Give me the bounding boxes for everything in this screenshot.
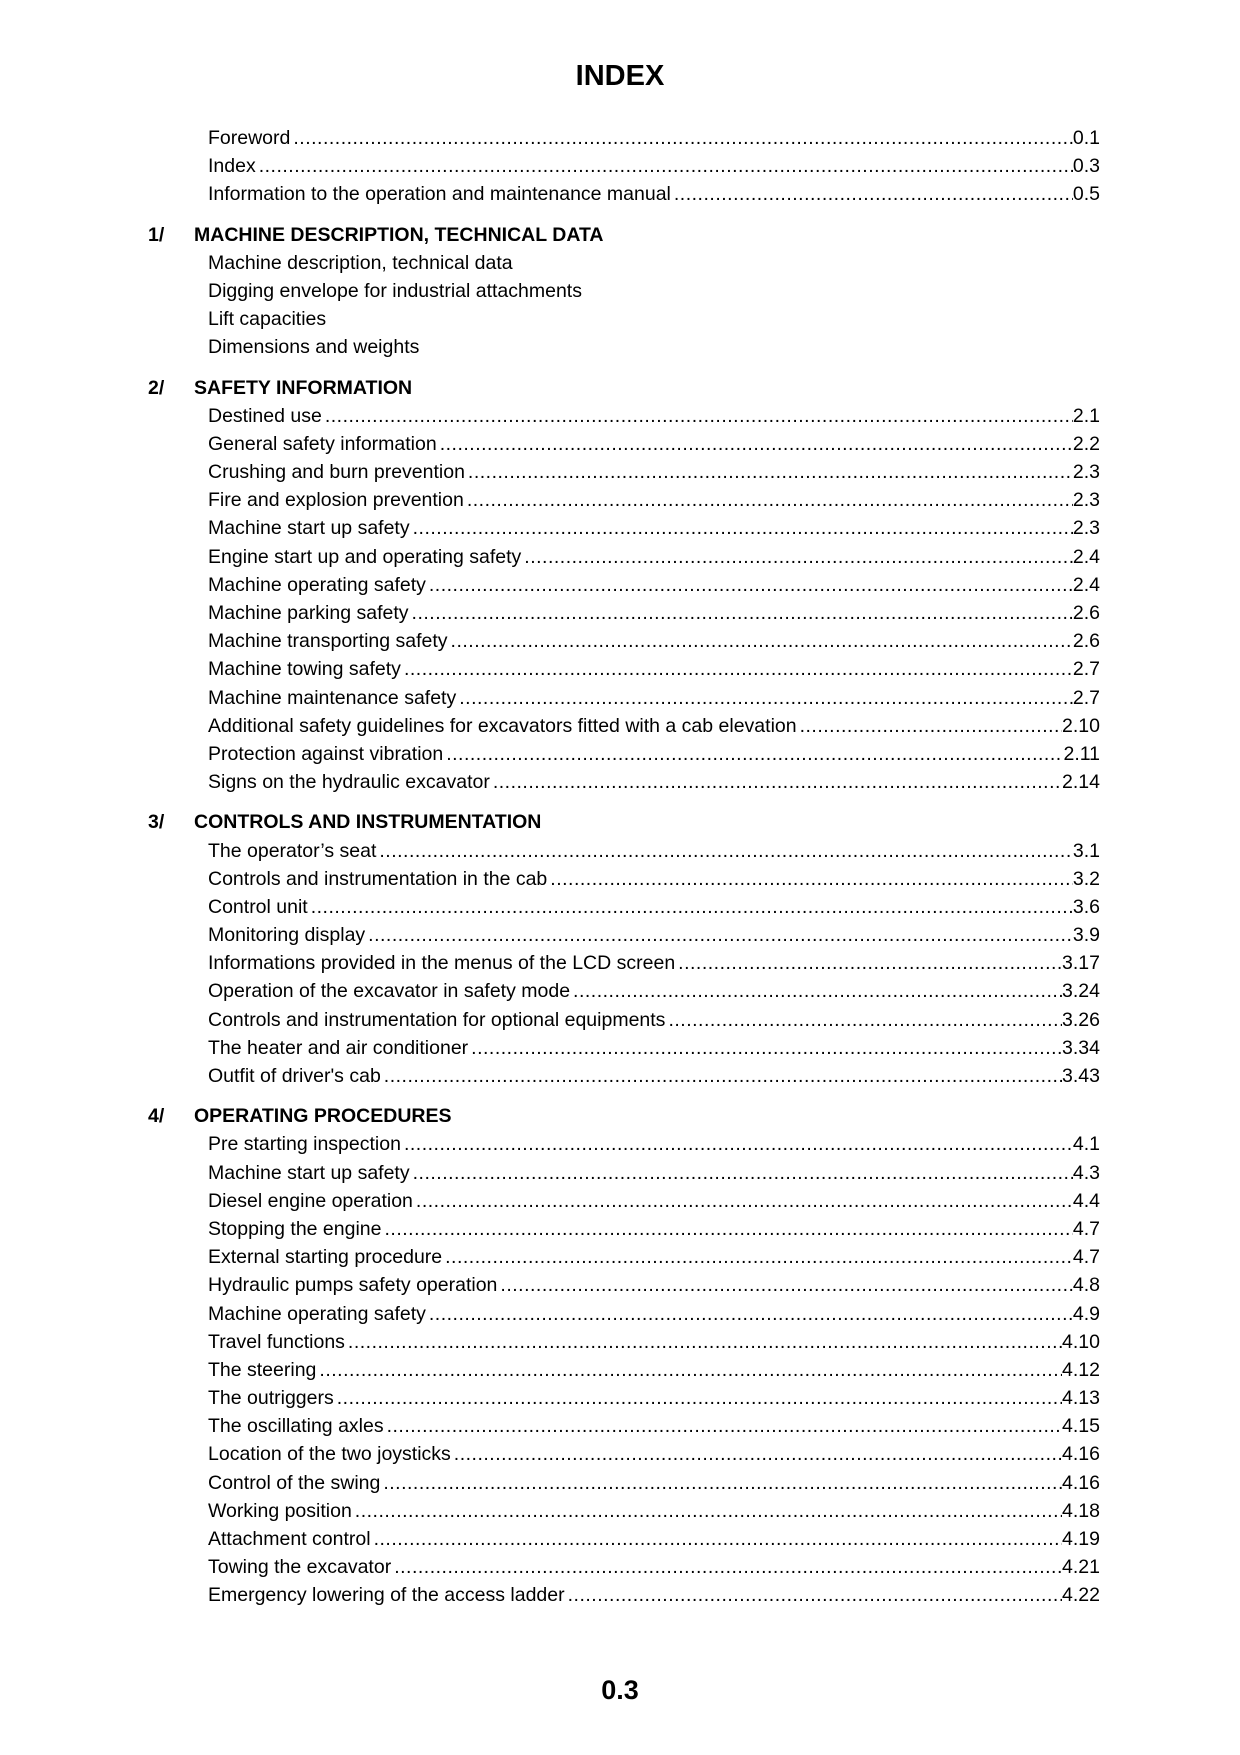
toc-entry[interactable] xyxy=(208,837,1100,865)
toc-entry-label: The oscillating axles xyxy=(208,1415,384,1438)
dot-leader xyxy=(413,1159,1073,1187)
table-of-contents xyxy=(0,124,1240,1610)
toc-section xyxy=(0,221,1240,362)
toc-section xyxy=(0,808,1240,1090)
toc-entry-page: 2.6 xyxy=(1072,602,1100,624)
toc-entry-label: Travel functions xyxy=(208,1330,345,1353)
toc-entry-page: 2.4 xyxy=(1072,573,1100,596)
toc-entry-label: Fire and explosion prevention xyxy=(208,489,464,512)
toc-entry-page: 4.19 xyxy=(1062,1528,1100,1550)
toc-entry[interactable] xyxy=(208,627,1100,655)
dot-leader xyxy=(404,1130,1073,1158)
toc-entry[interactable] xyxy=(208,571,1100,599)
toc-entry-label: Engine start up and operating safety xyxy=(208,545,522,568)
toc-entry[interactable] xyxy=(208,740,1100,768)
front-matter-list xyxy=(0,124,1240,209)
toc-entry-label: Information to the operation and maintenance manual xyxy=(208,183,671,206)
dot-leader xyxy=(379,837,1073,865)
section-heading[interactable] xyxy=(0,374,1240,402)
toc-entry-page: 3.17 xyxy=(1062,952,1100,975)
toc-entry-page: 4.16 xyxy=(1062,1443,1100,1466)
toc-entry-label: Machine parking safety xyxy=(208,602,409,624)
toc-entry-label: Emergency lowering of the access ladder xyxy=(208,1584,565,1607)
toc-entry-label: Controls and instrumentation in the cab xyxy=(208,867,548,890)
toc-entry[interactable] xyxy=(208,249,1100,277)
toc-entry-label: Machine transporting safety xyxy=(208,630,448,653)
toc-entry-page: 4.21 xyxy=(1062,1556,1100,1579)
toc-entry[interactable] xyxy=(208,977,1100,1005)
dot-leader xyxy=(429,571,1073,599)
toc-entry-label: The operator’s seat xyxy=(208,839,377,862)
toc-entry-label: Signs on the hydraulic excavator xyxy=(208,771,490,794)
dot-leader xyxy=(800,712,1062,740)
toc-entry-page: 3.6 xyxy=(1072,895,1100,918)
dot-leader xyxy=(429,1300,1073,1328)
toc-entry-label: Lift capacities xyxy=(208,308,327,331)
toc-entry-label: Crushing and burn prevention xyxy=(208,461,465,484)
dot-leader xyxy=(446,740,1063,768)
dot-leader xyxy=(319,1356,1062,1384)
toc-entry-page: 3.9 xyxy=(1072,924,1100,947)
dot-leader xyxy=(325,402,1073,430)
toc-entry[interactable] xyxy=(208,1412,1100,1440)
toc-entry[interactable] xyxy=(208,333,1100,361)
toc-entry-page: 4.4 xyxy=(1072,1189,1100,1212)
dot-leader xyxy=(387,1412,1062,1440)
toc-entry[interactable] xyxy=(208,1300,1100,1328)
sections-list xyxy=(0,221,1240,1610)
toc-entry[interactable] xyxy=(208,1356,1100,1384)
toc-entry-page: 4.9 xyxy=(1072,1302,1100,1325)
toc-entry-page: 2.10 xyxy=(1062,714,1100,737)
toc-entry[interactable] xyxy=(208,1525,1100,1553)
toc-entry[interactable] xyxy=(208,1271,1100,1299)
dot-leader xyxy=(493,768,1062,796)
dot-leader xyxy=(394,1553,1062,1581)
toc-entry-label: The outriggers xyxy=(208,1387,334,1410)
dot-leader xyxy=(384,1215,1072,1243)
toc-entry-page: 2.7 xyxy=(1072,686,1100,709)
toc-entry-page: 2.7 xyxy=(1072,658,1100,681)
toc-entry-page: 4.18 xyxy=(1062,1499,1100,1522)
toc-entry-label: Machine operating safety xyxy=(208,1302,426,1325)
toc-entry-label: Attachment control xyxy=(208,1528,371,1550)
toc-entry[interactable] xyxy=(208,305,1100,333)
dot-leader xyxy=(293,124,1073,152)
toc-entry-label: Machine description, technical data xyxy=(208,251,513,274)
toc-entry[interactable] xyxy=(208,1215,1100,1243)
toc-entry-label: Informations provided in the menus of the LCD screen xyxy=(208,952,676,975)
toc-entry-label: Machine towing safety xyxy=(208,658,401,681)
toc-entry[interactable] xyxy=(208,514,1100,542)
toc-entry[interactable] xyxy=(208,180,1100,208)
dot-leader xyxy=(550,865,1073,893)
toc-entry[interactable] xyxy=(208,1440,1100,1468)
section-title: CONTROLS AND INSTRUMENTATION xyxy=(194,811,542,834)
section-heading[interactable] xyxy=(0,221,1240,249)
toc-entry-page: 3.34 xyxy=(1062,1036,1100,1059)
toc-entry[interactable] xyxy=(208,1384,1100,1412)
toc-entry-label: Pre starting inspection xyxy=(208,1133,401,1156)
toc-section xyxy=(0,1102,1240,1609)
toc-entry[interactable] xyxy=(208,1159,1100,1187)
toc-entry-page: 2.3 xyxy=(1072,517,1100,540)
toc-entry[interactable] xyxy=(208,921,1100,949)
page-title: INDEX xyxy=(575,60,665,92)
toc-entry[interactable] xyxy=(208,1328,1100,1356)
toc-entry-page: 2.3 xyxy=(1072,489,1100,512)
dot-leader xyxy=(467,486,1073,514)
toc-entry-label: Machine start up safety xyxy=(208,517,410,540)
toc-entry-label: Additional safety guidelines for excavators fitted with a cab elevation xyxy=(208,714,797,737)
dot-leader xyxy=(384,1062,1062,1090)
toc-entry[interactable] xyxy=(208,152,1100,180)
toc-entry[interactable] xyxy=(208,486,1100,514)
section-number: 2/ xyxy=(148,376,165,399)
toc-entry[interactable] xyxy=(208,1034,1100,1062)
toc-entry-page: 4.7 xyxy=(1072,1217,1100,1240)
toc-entry[interactable] xyxy=(208,124,1100,152)
toc-entry[interactable] xyxy=(208,430,1100,458)
section-title: OPERATING PROCEDURES xyxy=(194,1105,452,1128)
toc-entry[interactable] xyxy=(208,1062,1100,1090)
toc-entry-page: 0.5 xyxy=(1072,183,1100,206)
toc-entry[interactable] xyxy=(208,865,1100,893)
toc-entry-label: External starting procedure xyxy=(208,1246,443,1269)
dot-leader xyxy=(668,1006,1062,1034)
toc-entry-label: Outfit of driver's cab xyxy=(208,1065,381,1087)
dot-leader xyxy=(524,543,1073,571)
toc-entry-page: 4.10 xyxy=(1062,1330,1100,1353)
dot-leader xyxy=(348,1328,1062,1356)
toc-entry-page: 4.3 xyxy=(1072,1161,1100,1184)
dot-leader xyxy=(471,1034,1062,1062)
dot-leader xyxy=(374,1525,1062,1553)
toc-entry-label: Monitoring display xyxy=(208,924,366,947)
dot-leader xyxy=(355,1497,1062,1525)
dot-leader xyxy=(573,977,1062,1005)
toc-entry-label: General safety information xyxy=(208,432,437,455)
toc-entry-page: 2.14 xyxy=(1062,771,1100,794)
toc-entry[interactable] xyxy=(208,458,1100,486)
section-heading[interactable] xyxy=(0,808,1240,836)
dot-leader xyxy=(678,949,1062,977)
toc-entry-page: 0.3 xyxy=(1072,155,1100,178)
dot-leader xyxy=(451,627,1073,655)
section-title: MACHINE DESCRIPTION, TECHNICAL DATA xyxy=(194,223,604,246)
toc-entry-label: Destined use xyxy=(208,404,322,427)
toc-entry-label: Dimensions and weights xyxy=(208,336,420,359)
toc-entry-label: Working position xyxy=(208,1499,352,1522)
toc-entry-label: The heater and air conditioner xyxy=(208,1036,469,1059)
toc-entry[interactable] xyxy=(208,543,1100,571)
toc-entry[interactable] xyxy=(208,893,1100,921)
dot-leader xyxy=(445,1243,1073,1271)
dot-leader xyxy=(259,152,1073,180)
toc-entry-page: 3.26 xyxy=(1062,1008,1100,1031)
section-heading[interactable] xyxy=(0,1102,1240,1130)
dot-leader xyxy=(468,458,1073,486)
dot-leader xyxy=(368,921,1073,949)
page-number: 0.3 xyxy=(601,1675,639,1705)
toc-entry-page: 4.16 xyxy=(1062,1471,1100,1494)
toc-entry-page: 4.7 xyxy=(1072,1246,1100,1269)
toc-entry[interactable] xyxy=(208,1006,1100,1034)
toc-entry-label: The steering xyxy=(208,1358,317,1381)
dot-leader xyxy=(337,1384,1062,1412)
toc-entry-label: Location of the two joysticks xyxy=(208,1443,451,1466)
toc-entry-page: 2.11 xyxy=(1063,742,1100,765)
toc-entry[interactable] xyxy=(208,1469,1100,1497)
toc-entry-page: 0.1 xyxy=(1072,127,1100,149)
toc-entry[interactable] xyxy=(208,1553,1100,1581)
toc-entry-label: Hydraulic pumps safety operation xyxy=(208,1274,498,1297)
dot-leader xyxy=(416,1187,1073,1215)
toc-entry[interactable] xyxy=(208,277,1100,305)
toc-entry-label: Diesel engine operation xyxy=(208,1189,413,1212)
dot-leader xyxy=(404,655,1073,683)
toc-entry-page: 3.43 xyxy=(1062,1065,1100,1087)
toc-entry[interactable] xyxy=(208,1187,1100,1215)
toc-entry-page: 3.24 xyxy=(1062,980,1100,1003)
toc-entry-label: Protection against vibration xyxy=(208,742,444,765)
section-number: 4/ xyxy=(148,1105,165,1128)
toc-entry-label: Digging envelope for industrial attachments xyxy=(208,279,582,302)
toc-entry-page: 2.6 xyxy=(1072,630,1100,653)
toc-entry[interactable] xyxy=(208,599,1100,627)
toc-section xyxy=(0,374,1240,797)
toc-entry[interactable] xyxy=(208,684,1100,712)
toc-entry-label: Operation of the excavator in safety mode xyxy=(208,980,571,1003)
toc-entry-page: 4.15 xyxy=(1062,1415,1100,1438)
toc-entry-label: Machine maintenance safety xyxy=(208,686,457,709)
toc-entry[interactable] xyxy=(208,712,1100,740)
toc-entry[interactable] xyxy=(208,1497,1100,1525)
dot-leader xyxy=(568,1581,1062,1609)
dot-leader xyxy=(412,599,1073,627)
toc-entry[interactable] xyxy=(208,655,1100,683)
section-number: 3/ xyxy=(148,811,165,834)
section-number: 1/ xyxy=(148,223,165,246)
toc-entry-page: 2.1 xyxy=(1072,404,1100,427)
toc-entry-page: 3.2 xyxy=(1072,867,1100,890)
toc-entry-page: 4.8 xyxy=(1072,1274,1100,1297)
dot-leader xyxy=(459,684,1073,712)
toc-entry-label: Index xyxy=(208,155,256,178)
toc-entry[interactable] xyxy=(208,1581,1100,1609)
toc-entry-label: Controls and instrumentation for optional equipments xyxy=(208,1008,666,1031)
toc-entry-page: 4.22 xyxy=(1062,1584,1100,1607)
toc-entry-label: Towing the excavator xyxy=(208,1556,392,1579)
toc-entry-page: 4.12 xyxy=(1062,1358,1100,1381)
toc-entry-page: 2.4 xyxy=(1072,545,1100,568)
toc-entry-label: Machine start up safety xyxy=(208,1161,410,1184)
toc-entry-label: Stopping the engine xyxy=(208,1217,382,1240)
toc-entry-page: 2.3 xyxy=(1072,461,1100,484)
toc-entry-label: Foreword xyxy=(208,127,291,149)
toc-entry[interactable] xyxy=(208,402,1100,430)
toc-entry[interactable] xyxy=(208,1130,1100,1158)
toc-entry-page: 4.1 xyxy=(1072,1133,1100,1156)
toc-entry-page: 2.2 xyxy=(1072,432,1100,455)
toc-entry[interactable] xyxy=(208,949,1100,977)
dot-leader xyxy=(311,893,1073,921)
toc-entry-label: Control of the swing xyxy=(208,1471,381,1494)
dot-leader xyxy=(383,1469,1062,1497)
toc-entry[interactable] xyxy=(208,1243,1100,1271)
dot-leader xyxy=(413,514,1073,542)
toc-entry-page: 3.1 xyxy=(1072,839,1100,862)
toc-entry-label: Control unit xyxy=(208,895,308,918)
toc-entry-page: 4.13 xyxy=(1062,1387,1100,1410)
dot-leader xyxy=(500,1271,1072,1299)
toc-entry[interactable] xyxy=(208,768,1100,796)
section-title: SAFETY INFORMATION xyxy=(194,376,413,399)
dot-leader xyxy=(440,430,1073,458)
dot-leader xyxy=(674,180,1073,208)
toc-entry-label: Machine operating safety xyxy=(208,573,426,596)
dot-leader xyxy=(454,1440,1062,1468)
